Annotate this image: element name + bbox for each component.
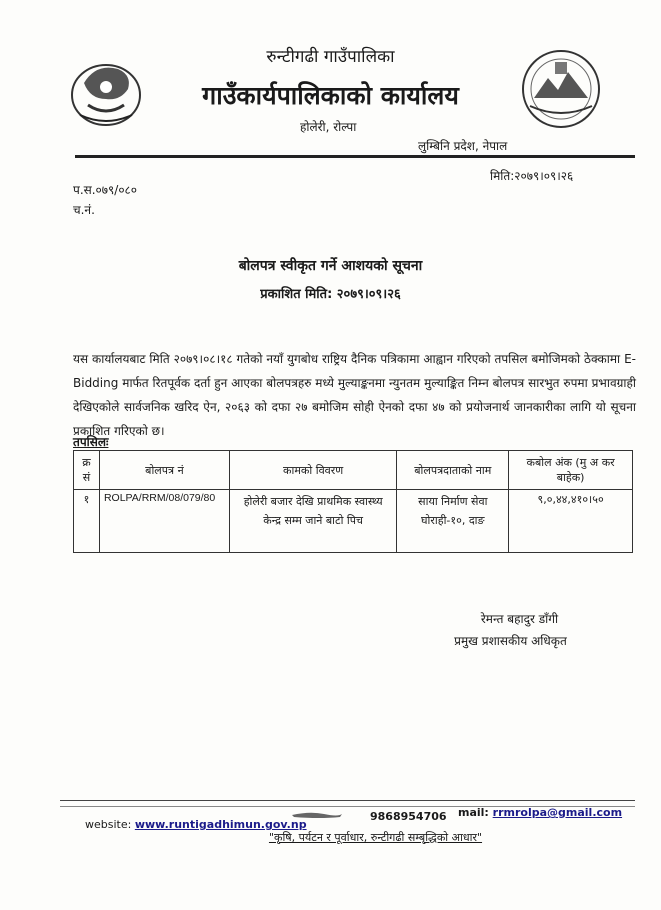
cell-bid-no: ROLPA/RRM/08/079/80 <box>99 490 229 553</box>
notice-body: यस कार्यालयबाट मिति २०७९।०८।१८ गतेको नयाँ युगबोध राष्ट्रिय दैनिक पत्रिकामा आह्वान गरिएको तपसिल बमोजिमको ठेक्कामा E-Bidding मार्फत रितपूर्वक दर्ता हुन आएका बोलपत्रहरु मध्ये मुल्याङ्कनमा न्युनतम मुल्याङ्कित निम्न बोलपत्र सारभुत रुपमा प्रभावग्राही देखिएकोले सार्वजनिक खरिद ऐन, २०६३ को दफा २७ बमोजिम सोही ऐनको दफा ४७ को प्रयोजनार्थ जानकारीका लागि यो सूचना प्रकाशित गरिएको छ। <box>73 352 636 438</box>
col-work-desc: कामको विवरण <box>229 451 396 490</box>
col-bidder: बोलपत्रदाताको नाम <box>397 451 509 490</box>
website-link[interactable]: www.runtigadhimun.gov.np <box>134 818 307 831</box>
table-row <box>74 490 633 553</box>
office-location: होलेरी, रोल्पा <box>300 120 357 134</box>
details-label: तपसिलः <box>73 435 109 449</box>
footer-mail <box>458 806 622 819</box>
mail-link[interactable]: rrmrolpa@gmail.com <box>492 806 623 819</box>
cell-bidder: साया निर्माण सेवा घोराही-१०, दाङ <box>397 490 509 553</box>
footer-divider <box>60 800 635 801</box>
office-name: गाउँकार्यपालिकाको कार्यालय <box>202 81 459 110</box>
col-amount: कबोल अंक (मु अ कर बाहेक) <box>509 451 633 490</box>
footer-phone: 9868954706 <box>370 810 447 823</box>
table-header-row <box>74 451 633 490</box>
signatory-designation: प्रमुख प्रशासकीय अधिकृत <box>454 634 567 648</box>
header-divider <box>75 155 635 158</box>
website-label: website: <box>85 818 132 831</box>
mail-label: mail: <box>458 806 489 819</box>
signatory-name: रेमन्त बहादुर डाँगी <box>480 612 559 626</box>
municipality-name: रुन्टीगढी गाउँपालिका <box>266 47 395 67</box>
chalani-number: च.नं. <box>73 203 95 217</box>
province-name: लुम्बिनि प्रदेश, नेपाल <box>418 139 508 153</box>
fiscal-year-ref: प.स.०७९/०८० <box>73 183 138 197</box>
col-sn: क्र सं <box>74 451 100 490</box>
cell-sn: १ <box>74 490 100 553</box>
cell-work-desc: होलेरी बजार देखि प्राथमिक स्वास्थ्य केन्द्र सम्म जाने बाटो पिच <box>229 490 396 553</box>
footer-slogan: "कृषि, पर्यटन र पूर्वाधार, रुन्टीगढी सम्बृद्धिको आधार" <box>268 831 483 844</box>
letter-date: मिति:२०७९।०९।२६ <box>490 169 574 183</box>
col-bid-no: बोलपत्र नं <box>99 451 229 490</box>
cell-amount: ९,०,४४,४१०।५० <box>509 490 633 553</box>
published-date: प्रकाशित मिति: २०७९।०९।२६ <box>260 287 401 302</box>
notice-title: बोलपत्र स्वीकृत गर्ने आशयको सूचना <box>238 258 423 274</box>
bid-table <box>73 450 633 553</box>
